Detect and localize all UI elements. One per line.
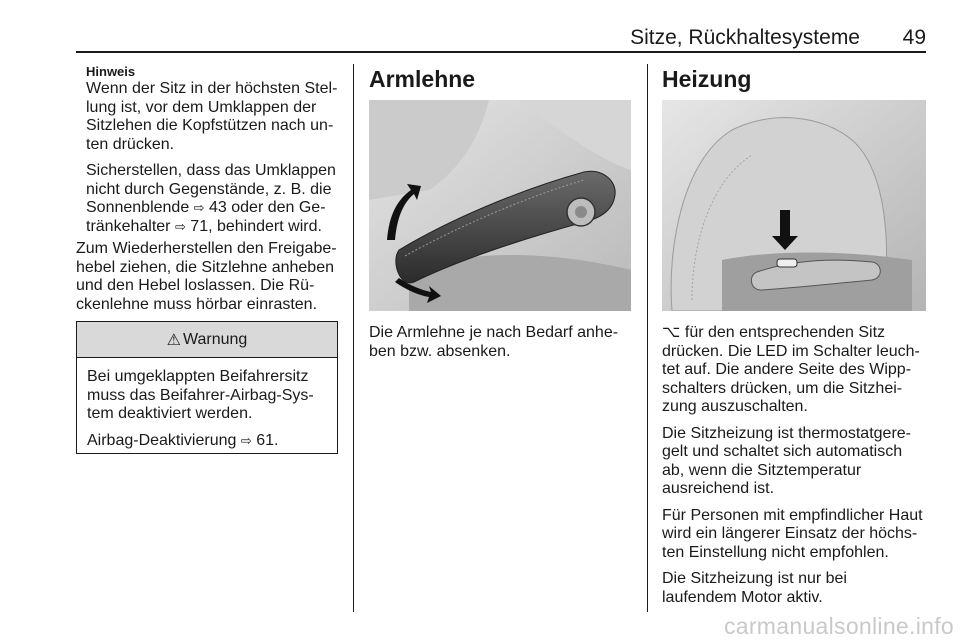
page-number: 49 <box>902 26 926 49</box>
header-rule <box>76 51 926 53</box>
warning-header <box>77 322 337 358</box>
note-paragraph-2 <box>86 162 342 236</box>
warning-body <box>77 358 337 450</box>
restore-paragraph: Zum Wiederherstellen den Freigabe-hebel ziehen, die Sitzlehne anheben und den Hebel loslassen. Die Rü-ckenlehne muss hörbar einrasten. <box>76 240 337 313</box>
note-ref-2[interactable]: 71, behindert wird. <box>185 217 322 235</box>
heating-paragraph-3: Für Personen mit empfindlicher Haut wird ein längerer Einsatz der höchs-ten Einstellung nicht empfohlen. <box>662 506 923 561</box>
warning-paragraph-2 <box>87 432 327 451</box>
warning-title: Warnung <box>183 330 248 348</box>
heating-paragraph <box>662 324 926 417</box>
warning-icon: ⚠ <box>166 331 181 349</box>
armrest-illustration <box>369 100 631 311</box>
warning-ref[interactable]: 61. <box>251 431 279 449</box>
heating-paragraph-text: für den entsprechenden Sitz drücken. Die LED im Schalter leuch-tet auf. Die andere Seite des Wipp-schalters drücken, um die Sitzhei-zung auszuschalten. <box>662 324 920 415</box>
seat-heating-icon: ⌥ <box>662 324 681 341</box>
page-header <box>76 26 926 50</box>
note-text: Sicherstellen, dass das Umklappen nicht durch Gegenstände, z. B. die Sonnenblende <box>86 162 336 216</box>
column-divider-1 <box>353 64 354 612</box>
column-divider-2 <box>647 64 648 612</box>
note-heading: Hinweis <box>86 64 136 79</box>
heating-text <box>662 324 926 607</box>
page-ref-arrow-icon: ⇨ <box>193 200 205 215</box>
heating-paragraph-4: Die Sitzheizung ist nur bei laufendem Motor aktiv. <box>662 570 847 606</box>
heating-paragraph-2: Die Sitzheizung ist thermostatgere-gelt und schaltet sich automatisch ab, wenn die Sitztemperatur ausreichend ist. <box>662 424 911 497</box>
warning-paragraph: Bei umgeklappten Beifahrersitz muss das Beifahrer-Airbag-Sys-tem deaktiviert werden. <box>87 368 314 422</box>
warning-text: Airbag-Deaktivierung <box>87 431 241 449</box>
armrest-paragraph: Die Armlehne je nach Bedarf anhe-ben bzw. absenken. <box>369 324 619 360</box>
watermark: carmanualsonline.info <box>723 613 954 639</box>
note-block <box>86 64 342 236</box>
warning-box <box>76 321 338 454</box>
page-ref-arrow-icon: ⇨ <box>240 432 252 448</box>
seat-heating-illustration <box>662 100 926 311</box>
note-paragraph: Wenn der Sitz in der höchsten Stel-lung ist, vor dem Umklappen der Sitzlehen die Kopfstützen nach un-ten drücken. <box>86 80 338 153</box>
page-ref-arrow-icon: ⇨ <box>174 218 186 234</box>
note-ref-1[interactable]: 43 oder den Ge-tränkehalter <box>86 199 326 235</box>
section-title-armrest: Armlehne <box>369 66 476 92</box>
section-title-heating: Heizung <box>662 66 752 92</box>
chapter-title: Sitze, Rückhaltesysteme <box>630 26 860 49</box>
